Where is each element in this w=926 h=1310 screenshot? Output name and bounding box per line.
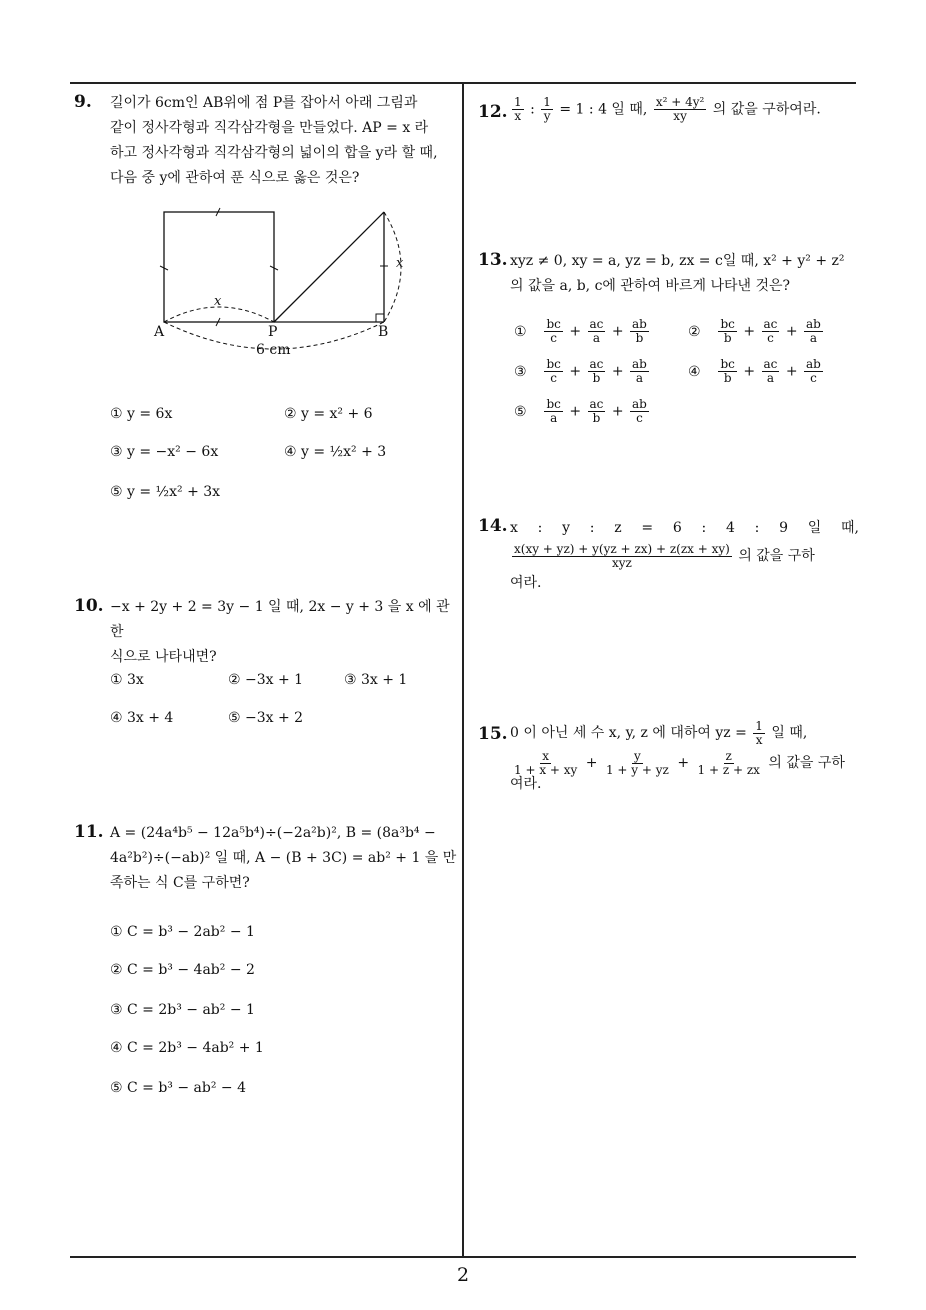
- problem-14: [478, 516, 863, 596]
- bottom-rule: [70, 1256, 856, 1258]
- fraction: $\frac{y}{1 + y + yz}$: [605, 748, 669, 777]
- option-3[interactable]: ③ y = −x² − 6x: [110, 444, 219, 460]
- problem-number: 15.: [478, 724, 508, 744]
- problem-stem: [110, 91, 459, 191]
- stem-line: x : y : z = 6 : 4 : 9 일 때,: [510, 520, 859, 536]
- option-3[interactable]: ③ C = 2b³ − ab² − 1: [110, 1002, 255, 1018]
- problem-stem: [510, 718, 859, 797]
- stem-line: 의 값을 a, b, c에 관하여 바르게 나타낸 것은?: [510, 278, 791, 294]
- option-5[interactable]: ⑤ −3x + 2: [228, 710, 304, 726]
- square-triangle-diagram: [150, 204, 420, 364]
- option-4[interactable]: ④ 3x + 4: [110, 710, 174, 726]
- stem-line: 여라.: [510, 776, 542, 792]
- stem-line: 0 이 아닌 세 수 x, y, z 에 대하여 yz = $\frac{1}{x}$ 일 때,: [510, 718, 808, 747]
- question-text: 의 값을 구하여라.: [712, 101, 821, 118]
- problem-10: [74, 596, 459, 736]
- question-text: 의 값을 구하: [768, 755, 845, 771]
- stem-line: $\frac{x}{1 + x + xy}$ + $\frac{y}{1 + y + yz}$ + $\frac{z}{1 + z + zx}$ 의 값을 구하: [514, 748, 845, 777]
- option-2[interactable]: ② C = b³ − 4ab² − 2: [110, 962, 255, 978]
- label-length: 6 cm: [256, 342, 291, 358]
- option-3[interactable]: ③ $\frac{bc}{c}$ + $\frac{ac}{b}$ + $\frac{ab}{a}$: [514, 357, 647, 385]
- problem-number: 11.: [74, 822, 104, 842]
- problem-stem: [110, 821, 459, 896]
- right-angle-mark: [376, 314, 384, 322]
- stem-line: 여라.: [510, 575, 542, 591]
- problem-number: 14.: [478, 516, 508, 536]
- label-a: A: [154, 324, 165, 340]
- stem-line: xyz ≠ 0, xy = a, yz = b, zx = c일 때, x² + y² + z²: [510, 253, 845, 269]
- option-3[interactable]: ③ 3x + 1: [344, 672, 408, 688]
- fraction: $\frac{1}{x}$: [755, 718, 763, 747]
- stem-line: 길이가 6cm인 AB위에 점 P를 잡아서 아래 그림과: [110, 95, 418, 111]
- stem-line: 4a²b²)÷(−ab)² 일 때, A − (B + 3C) = ab² + 1 을 만: [110, 850, 457, 866]
- option-2[interactable]: ② −3x + 1: [228, 672, 304, 688]
- fraction: $\frac{1}{y}$: [543, 95, 551, 123]
- stem-line: A = (24a⁴b⁵ − 12a⁵b⁴)÷(−2a²b)², B = (8a³b⁴ −: [110, 825, 436, 841]
- option-1[interactable]: ① y = 6x: [110, 406, 173, 422]
- problem-number: 12.: [478, 102, 508, 122]
- problem-stem: [510, 96, 858, 123]
- problem-11: [74, 822, 459, 1102]
- option-5[interactable]: ⑤ y = ½x² + 3x: [110, 484, 221, 500]
- label-p: P: [268, 324, 278, 340]
- problem-number: 9.: [74, 92, 92, 112]
- option-1[interactable]: ① 3x: [110, 672, 144, 688]
- stem-line: 같이 정사각형과 직각삼각형을 만들었다. AP = x 라: [110, 120, 429, 136]
- option-1[interactable]: ① $\frac{bc}{c}$ + $\frac{ac}{a}$ + $\frac{ab}{b}$: [514, 317, 647, 345]
- fraction: $\frac{1}{x}$: [514, 95, 522, 123]
- equation-text: = 1 : 4 일 때,: [559, 101, 648, 118]
- problem-12: [478, 96, 858, 136]
- option-5[interactable]: ⑤ C = b³ − ab² − 4: [110, 1080, 247, 1096]
- option-1[interactable]: ① C = b³ − 2ab² − 1: [110, 924, 255, 940]
- label-x-square: x: [214, 294, 222, 309]
- option-4[interactable]: ④ y = ½x² + 3: [284, 444, 387, 460]
- fraction: $\frac{z}{1 + z + zx}$: [697, 748, 760, 777]
- stem-line: 식으로 나타내면?: [110, 649, 217, 665]
- problem-13: [478, 250, 863, 440]
- label-b: B: [378, 324, 389, 340]
- question-text: 의 값을 구하: [738, 548, 815, 564]
- triangle-hypotenuse: [274, 212, 384, 322]
- stem-line: −x + 2y + 2 = 3y − 1 일 때, 2x − y + 3 을 x 에 관한: [110, 599, 450, 640]
- option-2[interactable]: ② y = x² + 6: [284, 406, 373, 422]
- stem-line: 하고 정사각형과 직각삼각형의 넓이의 합을 y라 할 때,: [110, 145, 438, 161]
- fraction: $\frac{x}{1 + x + xy}$: [514, 748, 578, 777]
- stem-line: [510, 541, 859, 571]
- label-x-triangle: x: [396, 256, 404, 271]
- fraction: $\frac{\text{x² + 4y²}}{xy}$: [655, 95, 705, 123]
- option-2[interactable]: ② $\frac{bc}{b}$ + $\frac{ac}{c}$ + $\frac{ab}{a}$: [688, 317, 821, 345]
- column-divider: [462, 82, 464, 1257]
- fraction: $\frac{x(xy + yz) + y(yz + zx) + z(zx + xy)}{\text{xyz}}$: [514, 541, 730, 570]
- page-number: 2: [456, 1264, 470, 1286]
- problem-stem: [510, 249, 863, 299]
- problem-stem: [110, 595, 459, 670]
- problem-number: 10.: [74, 596, 104, 616]
- ratio-colon: :: [530, 101, 540, 118]
- problem-stem: [510, 516, 859, 596]
- option-5[interactable]: ⑤ $\frac{bc}{a}$ + $\frac{ac}{b}$ + $\frac{ab}{c}$: [514, 397, 647, 425]
- stem-line: 다음 중 y에 관하여 푼 식으로 옳은 것은?: [110, 170, 360, 186]
- problem-15: [478, 718, 863, 808]
- problem-9: [74, 92, 459, 512]
- geometry-figure: [150, 204, 420, 364]
- problem-number: 13.: [478, 250, 508, 270]
- option-4[interactable]: ④ $\frac{bc}{b}$ + $\frac{ac}{a}$ + $\frac{ab}{c}$: [688, 357, 821, 385]
- stem-line: 족하는 식 C를 구하면?: [110, 875, 250, 891]
- option-4[interactable]: ④ C = 2b³ − 4ab² + 1: [110, 1040, 264, 1056]
